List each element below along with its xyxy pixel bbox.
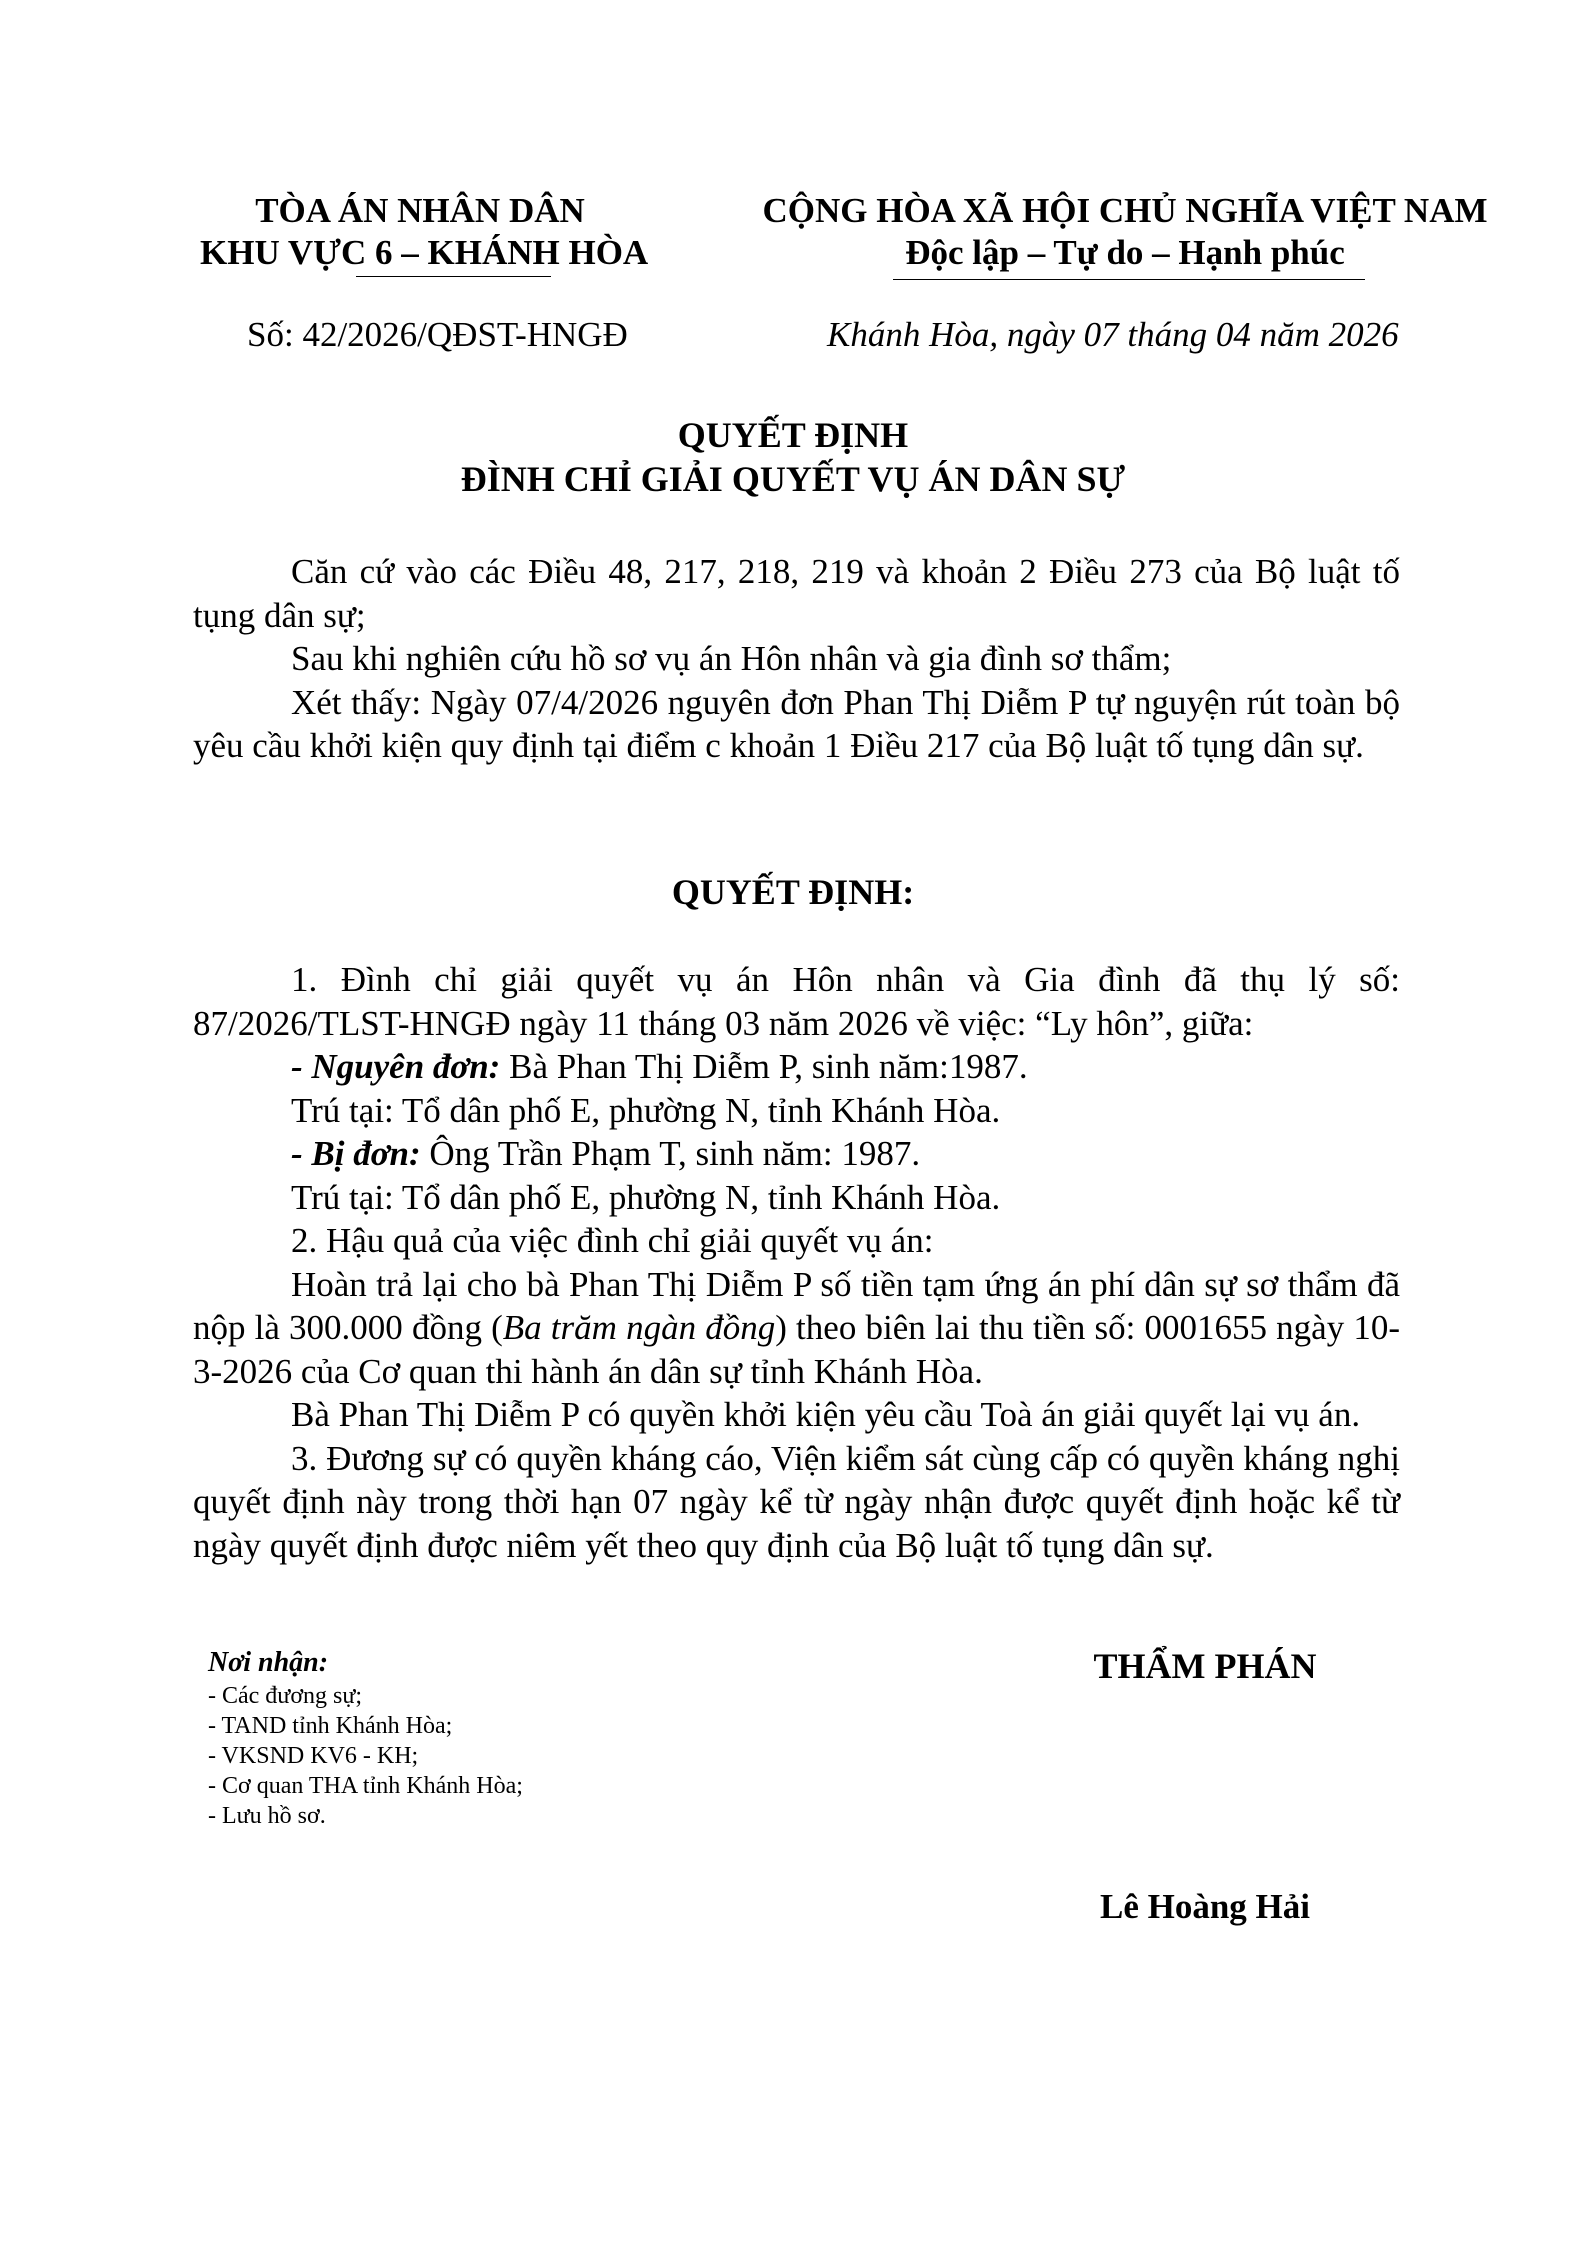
plaintiff-line bbox=[193, 1045, 1400, 1089]
nation-name: CỘNG HÒA XÃ HỘI CHỦ NGHĨA VIỆT NAM bbox=[762, 191, 1488, 230]
defendant-label: - Bị đơn: bbox=[291, 1134, 421, 1173]
right-to-sue: Bà Phan Thị Diễm P có quyền khởi kiện yêu cầu Toà án giải quyết lại vụ án. bbox=[291, 1395, 1361, 1434]
decision-item-2: 2. Hậu quả của việc đình chỉ giải quyết vụ án: bbox=[291, 1221, 934, 1260]
document-number: Số: 42/2026/QĐST-HNGĐ bbox=[247, 315, 628, 354]
case-review: Sau khi nghiên cứu hồ sơ vụ án Hôn nhân và gia đình sơ thẩm; bbox=[291, 639, 1172, 678]
defendant-address: Trú tại: Tổ dân phố E, phường N, tỉnh Khánh Hòa. bbox=[291, 1177, 1001, 1217]
plaintiff-label: - Nguyên đơn: bbox=[291, 1047, 501, 1086]
refund-text-after: ) theo biên lai thu tiền số: 0001655 ngày 10-3-2026 của Cơ quan thi hành án dân sự tỉnh Khánh Hòa. bbox=[193, 1308, 1401, 1391]
signature-title: THẨM PHÁN bbox=[1093, 1646, 1317, 1686]
legal-basis: Căn cứ vào các Điều 48, 217, 218, 219 và khoản 2 Điều 273 của Bộ luật tố tụng dân sự; bbox=[193, 552, 1400, 635]
court-header bbox=[200, 190, 649, 274]
decision-item-1: 1. Đình chỉ giải quyết vụ án Hôn nhân và Gia đình đã thụ lý số: 87/2026/TLST-HNGĐ ngày 11 tháng 03 năm 2026 về việc: “Ly hôn”, giữa: bbox=[193, 960, 1400, 1043]
court-name: TÒA ÁN NHÂN DÂN bbox=[255, 191, 585, 230]
plaintiff-address: Trú tại: Tổ dân phố E, phường N, tỉnh Khánh Hòa. bbox=[291, 1090, 1001, 1130]
document-title: QUYẾT ĐỊNH bbox=[677, 415, 909, 455]
recipient-item: - Lưu hồ sơ. bbox=[208, 1803, 326, 1829]
court-region: KHU VỰC 6 – KHÁNH HÒA bbox=[200, 233, 649, 272]
refund-text-before: Hoàn trả lại cho bà Phan Thị Diễm P số tiền tạm ứng án phí dân sự sơ thẩm đã nộp là 300.000 đồng ( bbox=[193, 1264, 1400, 1347]
plaintiff-value: Bà Phan Thị Diễm P, sinh năm:1987. bbox=[500, 1047, 1028, 1086]
national-header bbox=[740, 190, 1510, 274]
document-subtitle: ĐÌNH CHỈ GIẢI QUYẾT VỤ ÁN DÂN SỰ bbox=[460, 459, 1126, 499]
decision-heading: QUYẾT ĐỊNH: bbox=[671, 872, 915, 912]
recipient-item: - Các đương sự; bbox=[208, 1683, 363, 1709]
recipients-title: Nơi nhận: bbox=[208, 1647, 329, 1678]
defendant-line bbox=[193, 1132, 1400, 1176]
refund-amount-words: Ba trăm ngàn đồng bbox=[502, 1308, 776, 1347]
motto-underline bbox=[893, 279, 1365, 280]
decision-item-3: 3. Đương sự có quyền kháng cáo, Viện kiểm sát cùng cấp có quyền kháng nghị quyết định này trong thời hạn 07 ngày kể từ ngày nhận được quyết định hoặc kể từ ngày quyết định được niêm yết theo quy định của Bộ luật tố tụng dân sự. bbox=[193, 1438, 1400, 1565]
place-date: Khánh Hòa, ngày 07 tháng 04 năm 2026 bbox=[827, 315, 1399, 354]
court-underline bbox=[356, 276, 551, 277]
defendant-value: Ông Trần Phạm T, sinh năm: 1987. bbox=[420, 1134, 921, 1173]
preamble bbox=[193, 550, 1400, 768]
recipient-item: - VKSND KV6 - KH; bbox=[208, 1743, 419, 1769]
decision-body bbox=[193, 958, 1400, 1567]
nation-motto: Độc lập – Tự do – Hạnh phúc bbox=[905, 233, 1345, 272]
consideration: Xét thấy: Ngày 07/4/2026 nguyên đơn Phan Thị Diễm P tự nguyện rút toàn bộ yêu cầu khởi kiện quy định tại điểm c khoản 1 Điều 217 của Bộ luật tố tụng dân sự. bbox=[193, 682, 1400, 765]
refund-paragraph bbox=[193, 1263, 1400, 1394]
recipient-item: - TAND tỉnh Khánh Hòa; bbox=[208, 1713, 453, 1739]
signer-name: Lê Hoàng Hải bbox=[1099, 1887, 1311, 1926]
recipient-item: - Cơ quan THA tỉnh Khánh Hòa; bbox=[208, 1773, 523, 1799]
recipients-block bbox=[208, 1645, 523, 1831]
